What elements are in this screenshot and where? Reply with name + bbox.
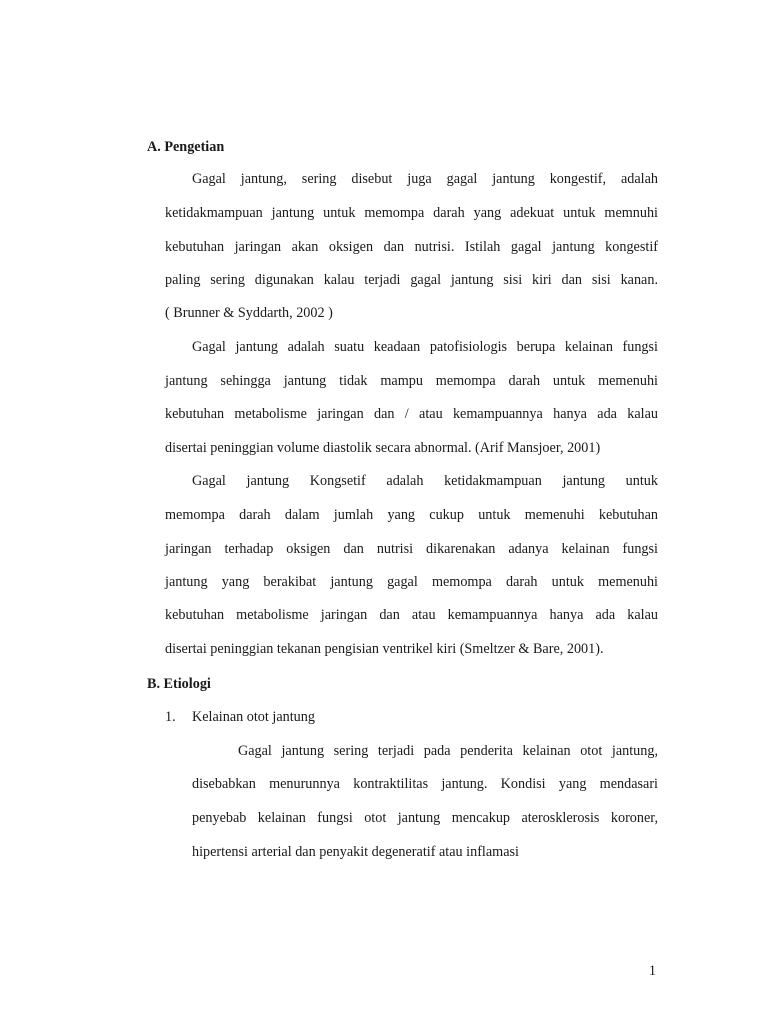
section-a-heading: A. Pengetian [147, 139, 225, 155]
paragraph-line: disertai peninggian volume diastolik secara abnormal. (Arif Mansjoer, 2001) [165, 440, 601, 456]
paragraph-line: ketidakmampuan jantung untuk memompa darah yang adekuat untuk memnuhi [165, 205, 658, 221]
paragraph-line: ( Brunner & Syddarth, 2002 ) [165, 305, 333, 321]
list-item-line: penyebab kelainan fungsi otot jantung mencakup aterosklerosis koroner, [192, 810, 658, 826]
paragraph-line: jaringan terhadap oksigen dan nutrisi dikarenakan adanya kelainan fungsi [165, 541, 658, 557]
paragraph-line: kebutuhan jaringan akan oksigen dan nutrisi. Istilah gagal jantung kongestif [165, 239, 658, 255]
list-item-line: hipertensi arterial dan penyakit degeneratif atau inflamasi [192, 844, 519, 860]
paragraph-line: paling sering digunakan kalau terjadi gagal jantung sisi kiri dan sisi kanan. [165, 272, 658, 288]
paragraph-line: jantung yang berakibat jantung gagal memompa darah untuk memenuhi [165, 574, 658, 590]
paragraph-line: Gagal jantung, sering disebut juga gagal jantung kongestif, adalah [192, 171, 658, 187]
paragraph-line: disertai peninggian tekanan pengisian ventrikel kiri (Smeltzer & Bare, 2001). [165, 641, 604, 657]
page-number: 1 [648, 963, 656, 979]
list-item-number: 1. [165, 709, 176, 725]
paragraph-line: kebutuhan metabolisme jaringan dan atau kemampuannya hanya ada kalau [165, 607, 658, 623]
paragraph-line: Gagal jantung adalah suatu keadaan patofisiologis berupa kelainan fungsi [192, 339, 658, 355]
paragraph-line: memompa darah dalam jumlah yang cukup untuk memenuhi kebutuhan [165, 507, 658, 523]
list-item-line: disebabkan menurunnya kontraktilitas jantung. Kondisi yang mendasari [192, 776, 658, 792]
paragraph-line: Gagal jantung Kongsetif adalah ketidakmampuan jantung untuk [192, 473, 658, 489]
section-b-heading: B. Etiologi [147, 676, 211, 692]
paragraph-line: jantung sehingga jantung tidak mampu memompa darah untuk memenuhi [165, 373, 658, 389]
list-item-line: Gagal jantung sering terjadi pada penderita kelainan otot jantung, [238, 743, 658, 759]
paragraph-line: kebutuhan metabolisme jaringan dan / atau kemampuannya hanya ada kalau [165, 406, 658, 422]
list-item-title: Kelainan otot jantung [192, 709, 315, 725]
